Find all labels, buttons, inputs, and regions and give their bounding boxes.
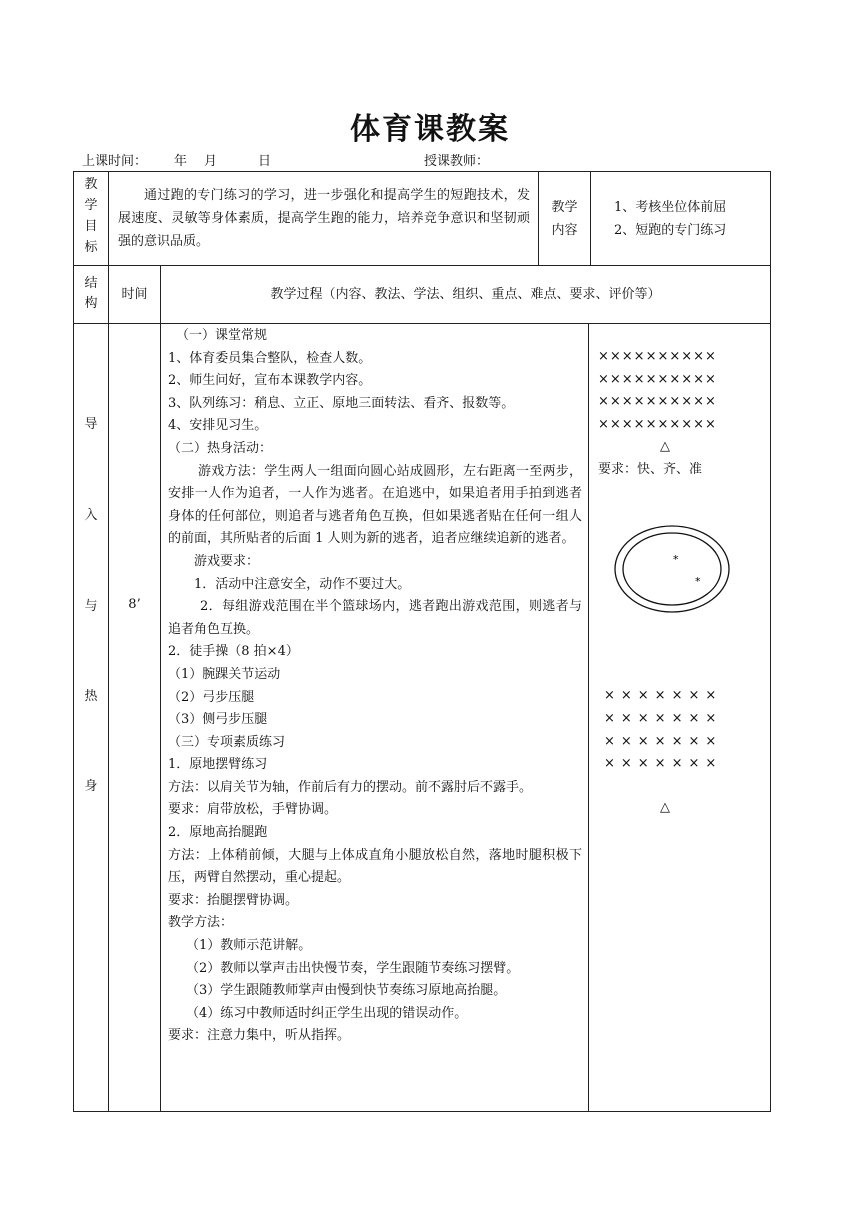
circle-game-diagram (612, 523, 732, 615)
inner-circle (623, 533, 721, 605)
structure-char: 结 (84, 276, 98, 291)
process-line: （2）弓步压腿 (168, 689, 255, 705)
process-line: （三）专项素质练习 (168, 734, 286, 750)
process-line: （1）教师示范讲解。 (186, 938, 312, 954)
formation-grid-2 (604, 685, 774, 776)
teaching-goal-char: 标 (84, 240, 98, 255)
teacher-label: 授课教师： (424, 154, 490, 169)
process-header: 教学过程（内容、教法、学法、组织、重点、难点、要求、评价等） (270, 287, 661, 302)
section-name-char: 导 (84, 417, 98, 432)
section-name-char: 与 (84, 599, 98, 614)
teaching-goal-label (74, 174, 108, 258)
process-line: （3）侧弓步压腿 (168, 712, 268, 728)
teaching-goal-char: 学 (84, 198, 98, 213)
process-line: 要求：肩带放松，手臂协调。 (168, 802, 338, 818)
structure-char: 构 (84, 296, 98, 311)
process-line: 2．原地高抬腿跑 (168, 825, 268, 841)
structure-label (74, 274, 108, 314)
teacher-position-icon: △ (660, 439, 670, 454)
class-time-label: 上课时间： (82, 154, 148, 169)
process-line: 1．活动中注意安全，动作不要过大。 (194, 576, 411, 592)
table-border-right (770, 171, 771, 1112)
process-line: 要求：抬腿摆臂协调。 (168, 892, 299, 908)
day-label: 日 (258, 154, 272, 169)
formation-row: ×××××××××× (598, 394, 717, 409)
runner-mark: * (695, 575, 701, 588)
teaching-goal-char: 教 (84, 177, 98, 192)
process-line: （4）练习中教师适时纠正学生出现的错误动作。 (186, 1005, 468, 1021)
section-time: 8’ (128, 597, 141, 612)
section-name-char: 入 (84, 508, 98, 523)
year-label: 年 (174, 154, 188, 169)
teaching-content-list (614, 196, 764, 242)
table-row-divider (73, 323, 771, 324)
table-col-divider (108, 171, 109, 1112)
process-line: 游戏要求： (194, 553, 260, 569)
process-line: 4、安排见习生。 (168, 418, 268, 434)
process-line: 方法：上体稍前倾，大腿与上体成直角小腿放松自然，落地时腿积极下压，两臂自然摆动，重心提起。 (168, 847, 582, 886)
process-line: 2．每组游戏范围在半个篮球场内，逃者跑出游戏范围，则逃者与追者角色互换。 (168, 599, 582, 637)
teaching-content-item: 2、短跑的专门练习 (614, 223, 727, 238)
formation-grid-1 (598, 346, 768, 436)
formation-row: ××××××× (604, 733, 723, 749)
formation-row: ××××××× (604, 756, 723, 772)
teaching-content-label-line: 内容 (551, 223, 578, 238)
process-line: （二）热身活动： (168, 440, 273, 456)
table-col-divider (590, 171, 591, 266)
formation-row: ×××××××××× (598, 416, 717, 432)
process-content (168, 325, 582, 1048)
formation-row: ×××××××××× (598, 371, 717, 387)
formation-row: ××××××× (604, 688, 723, 703)
teaching-content-label (539, 196, 590, 242)
process-line: 方法：以肩关节为轴，作前后有力的摆动。前不露肘后不露手。 (168, 779, 533, 795)
table-col-divider (588, 323, 589, 1112)
teaching-goal-char: 目 (84, 219, 98, 234)
table-border-bottom (73, 1111, 771, 1112)
table-row-divider (73, 265, 771, 266)
table-border-top (73, 171, 771, 172)
process-line: 要求：注意力集中，听从指挥。 (168, 1028, 351, 1044)
teacher-position-icon-2: △ (660, 800, 670, 815)
table-col-divider (160, 265, 161, 1112)
process-line: （一）课堂常规 (176, 328, 268, 343)
page-title: 体育课教案 (350, 112, 510, 147)
process-line: （3）学生跟随教师掌声由慢到快节奏练习原地高抬腿。 (186, 983, 507, 999)
formation-row: ×××××××××× (598, 349, 717, 364)
process-line: 1．原地摆臂练习 (168, 757, 268, 773)
process-line: （1）腕踝关节运动 (168, 666, 281, 682)
teaching-goal-text: 通过跑的专门练习的学习，进一步强化和提高学生的短跑技术，发展速度、灵敏等身体素质，提高学生跑的能力，培养竞争意识和坚韧顽强的意识品质。 (118, 188, 530, 249)
formation-row: ××××××× (604, 710, 723, 726)
process-line: 教学方法： (168, 915, 234, 931)
process-line: 游戏方法：学生两人一组面向圆心站成圆形，左右距离一至两步，安排一人作为追者，一人作为逃者。在追逃中，如果追者用手拍到逃者身体的任何部位，则追者与逃者角色互换，但如果逃者贴在任何一组人的前面，其所贴者的后面 1 人则为新的逃者，追者应继续追新的逃者。 (168, 463, 582, 547)
section-name-char: 身 (84, 779, 98, 794)
teaching-content-item: 1、考核坐位体前屈 (614, 200, 727, 215)
process-line: （2）教师以掌声击出快慢节奏，学生跟随节奏练习摆臂。 (186, 960, 520, 976)
teaching-content-label-line: 教学 (551, 200, 578, 215)
process-line: 1、体育委员集合整队，检查人数。 (168, 350, 372, 366)
process-line: 2、师生问好，宣布本课教学内容。 (168, 373, 372, 389)
outer-circle (615, 526, 729, 612)
process-line: 2．徒手操（8 拍×4） (168, 644, 299, 660)
formation-requirement: 要求：快、齐、准 (598, 462, 703, 477)
chaser-mark: * (673, 553, 679, 566)
time-label: 时间 (121, 287, 148, 302)
month-label: 月 (204, 154, 218, 169)
process-line: 3、队列练习：稍息、立正、原地三面转法、看齐、报数等。 (168, 395, 515, 411)
section-name-char: 热 (84, 689, 98, 704)
